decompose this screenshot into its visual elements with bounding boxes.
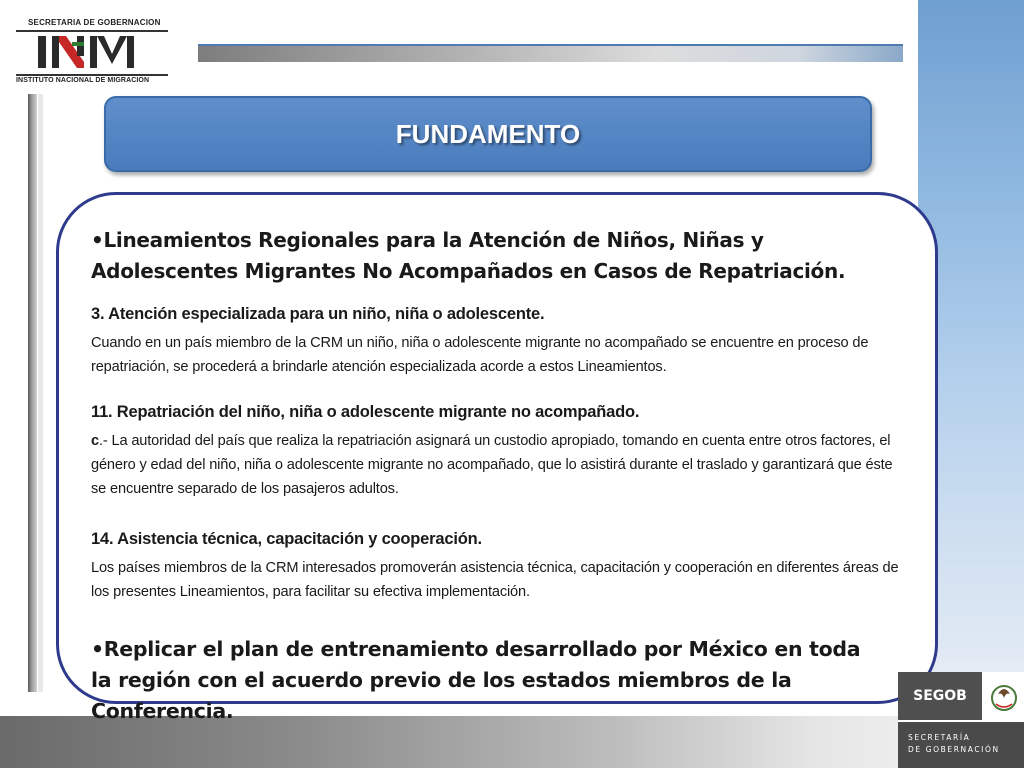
section-body-14: Los países miembros de la CRM interesados promoverán asistencia técnica, capacitación y cooperación en diferentes áreas de los presentes Lineamientos, para facilitar su efectiva implementación. bbox=[91, 560, 899, 600]
segob-tag: SEGOB bbox=[898, 672, 982, 720]
section-body-11-lead: c bbox=[91, 433, 99, 449]
logo-instituto-text: INSTITUTO NACIONAL DE MIGRACION bbox=[16, 77, 150, 84]
bullet-lineamientos: •Lineamientos Regionales para la Atención de Niños, Niñas y Adolescentes Migrantes No Acompañados en Casos de Repatriación. bbox=[91, 228, 846, 283]
bullet-replicar: •Replicar el plan de entrenamiento desarrollado por México en toda la región con el acuerdo previo de los estados miembros de la Conferencia. bbox=[91, 637, 861, 723]
section-heading-11: 11. Repatriación del niño, niña o adolescente migrante no acompañado. bbox=[91, 403, 640, 421]
segob-logo bbox=[898, 672, 1024, 768]
title-box bbox=[104, 96, 872, 172]
section-body-11-text: .- La autoridad del país que realiza la repatriación asignará un custodio apropiado, tomando en cuenta entre otros factores, el género y edad del niño, niña o adolescente migrante no acompañado, que lo asistirá durante el traslado y garantizará que éste se encuentre separado de los pasajeros adultos. bbox=[91, 433, 893, 497]
left-vertical-bar-light bbox=[38, 94, 43, 692]
section-body-11 bbox=[91, 429, 906, 501]
inm-logo bbox=[14, 14, 170, 90]
logo-secretaria-text: SECRETARIA DE GOBERNACION bbox=[28, 18, 161, 27]
segob-secretaria-text: SECRETARÍA bbox=[908, 733, 971, 742]
page-title: FUNDAMENTO bbox=[395, 118, 581, 149]
section-heading-14: 14. Asistencia técnica, capacitación y cooperación. bbox=[91, 530, 482, 548]
header-line bbox=[198, 46, 903, 62]
inm-logo-mark bbox=[14, 32, 170, 72]
section-body-3: Cuando en un país miembro de la CRM un niño, niña o adolescente migrante no acompañado se encuentre en proceso de repatriación, se procederá a brindarle atención especializada acorde a estos Lineamientos. bbox=[91, 335, 869, 375]
mexico-seal-icon bbox=[984, 672, 1024, 720]
segob-gobernacion-text: DE GOBERNACIÓN bbox=[908, 745, 1000, 754]
left-vertical-bar bbox=[28, 94, 37, 692]
section-heading-3: 3. Atención especializada para un niño, niña o adolescente. bbox=[91, 305, 545, 323]
